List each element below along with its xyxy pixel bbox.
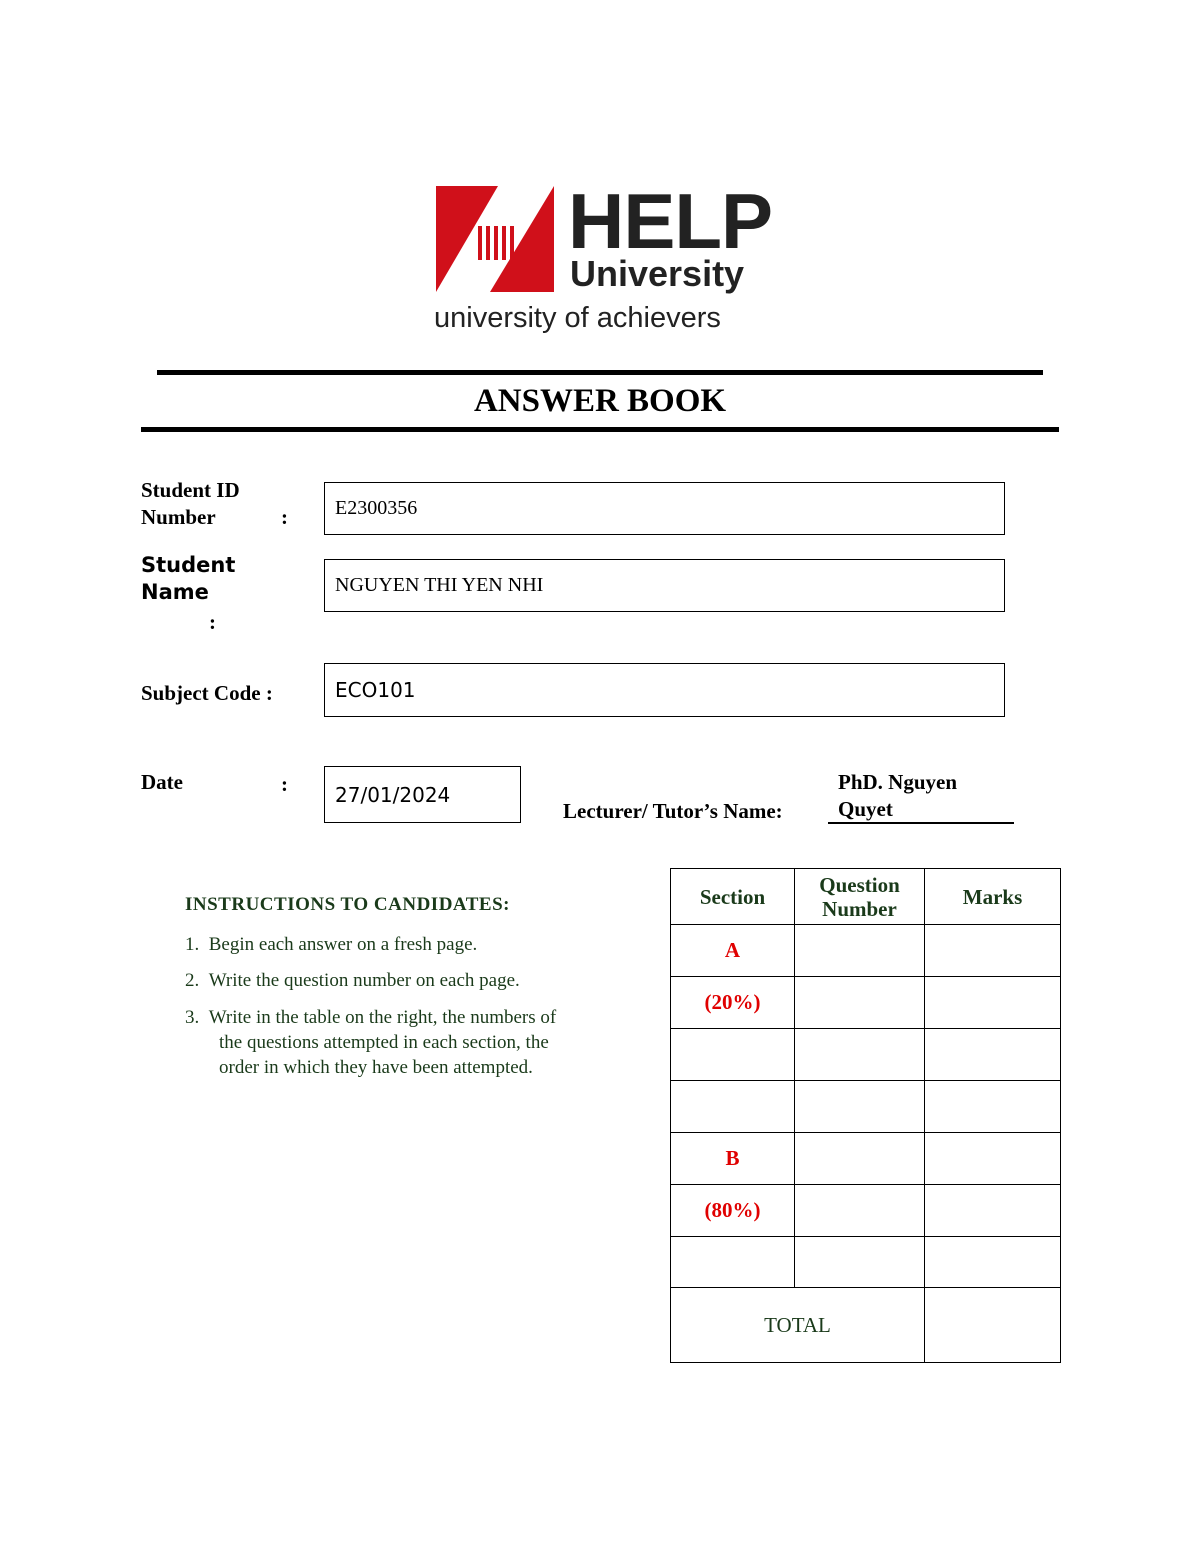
marks-cell[interactable] xyxy=(925,925,1061,977)
marks-cell[interactable] xyxy=(925,1237,1061,1288)
date-colon: : xyxy=(281,772,288,796)
section-cell xyxy=(671,1237,795,1288)
marks-cell[interactable] xyxy=(925,977,1061,1029)
header-marks: Marks xyxy=(925,869,1061,925)
lecturer-name: PhD. Nguyen Quyet xyxy=(838,770,958,821)
marks-cell[interactable] xyxy=(925,1133,1061,1185)
question-cell[interactable] xyxy=(795,1133,925,1185)
student-id-label: Student ID Number xyxy=(141,478,240,529)
section-cell: A xyxy=(671,925,795,977)
subject-code-field[interactable]: ECO101 xyxy=(324,663,1005,717)
section-cell xyxy=(671,1029,795,1081)
logo-sub: University xyxy=(570,253,745,294)
logo-brand: HELP xyxy=(568,177,773,265)
marks-table xyxy=(670,868,1061,1363)
question-cell[interactable] xyxy=(795,1185,925,1237)
title-rule-bottom xyxy=(141,427,1059,432)
student-id-field[interactable]: E2300356 xyxy=(324,482,1005,535)
table-header-row xyxy=(671,869,1061,925)
question-cell[interactable] xyxy=(795,1081,925,1133)
table-row xyxy=(671,1029,1061,1081)
date-label: Date xyxy=(141,770,183,794)
help-university-logo xyxy=(434,177,774,340)
table-row xyxy=(671,925,1061,977)
total-label: TOTAL xyxy=(671,1288,925,1363)
header-question-number: Question Number xyxy=(795,869,925,925)
lecturer-label: Lecturer/ Tutor’s Name: xyxy=(563,799,783,823)
logo-mark-icon xyxy=(434,184,556,294)
marks-cell[interactable] xyxy=(925,1185,1061,1237)
section-cell: (20%) xyxy=(671,977,795,1029)
section-cell: (80%) xyxy=(671,1185,795,1237)
title-rule-top xyxy=(157,370,1043,375)
table-row xyxy=(671,977,1061,1029)
instruction-item: 2. Write the question number on each page. xyxy=(185,970,520,991)
question-cell[interactable] xyxy=(795,1237,925,1288)
instruction-item: 1. Begin each answer on a fresh page. xyxy=(185,934,478,955)
student-name-field[interactable]: NGUYEN THI YEN NHI xyxy=(324,559,1005,612)
date-field[interactable]: 27/01/2024 xyxy=(324,766,521,823)
marks-cell[interactable] xyxy=(925,1081,1061,1133)
question-cell[interactable] xyxy=(795,977,925,1029)
table-row xyxy=(671,1081,1061,1133)
logo-tagline: university of achievers xyxy=(434,302,721,334)
table-row xyxy=(671,1237,1061,1288)
header-section: Section xyxy=(671,869,795,925)
page-title: ANSWER BOOK xyxy=(473,383,727,419)
instructions-title: INSTRUCTIONS TO CANDIDATES: xyxy=(185,894,510,915)
marks-cell[interactable] xyxy=(925,1029,1061,1081)
table-row xyxy=(671,1133,1061,1185)
lecturer-underline xyxy=(828,822,1014,824)
instruction-item: 3. Write in the table on the right, the numbers of the questions attempted in each section, the order in which they have been attempted. xyxy=(185,1007,557,1078)
total-marks-cell[interactable] xyxy=(925,1288,1061,1363)
student-name-label: Student Name xyxy=(141,553,236,604)
section-cell xyxy=(671,1081,795,1133)
question-cell[interactable] xyxy=(795,925,925,977)
table-row xyxy=(671,1185,1061,1237)
student-name-colon: : xyxy=(209,610,216,634)
question-cell[interactable] xyxy=(795,1029,925,1081)
table-total-row xyxy=(671,1288,1061,1363)
subject-code-label: Subject Code : xyxy=(141,681,273,705)
section-cell: B xyxy=(671,1133,795,1185)
student-id-colon: : xyxy=(281,505,288,529)
